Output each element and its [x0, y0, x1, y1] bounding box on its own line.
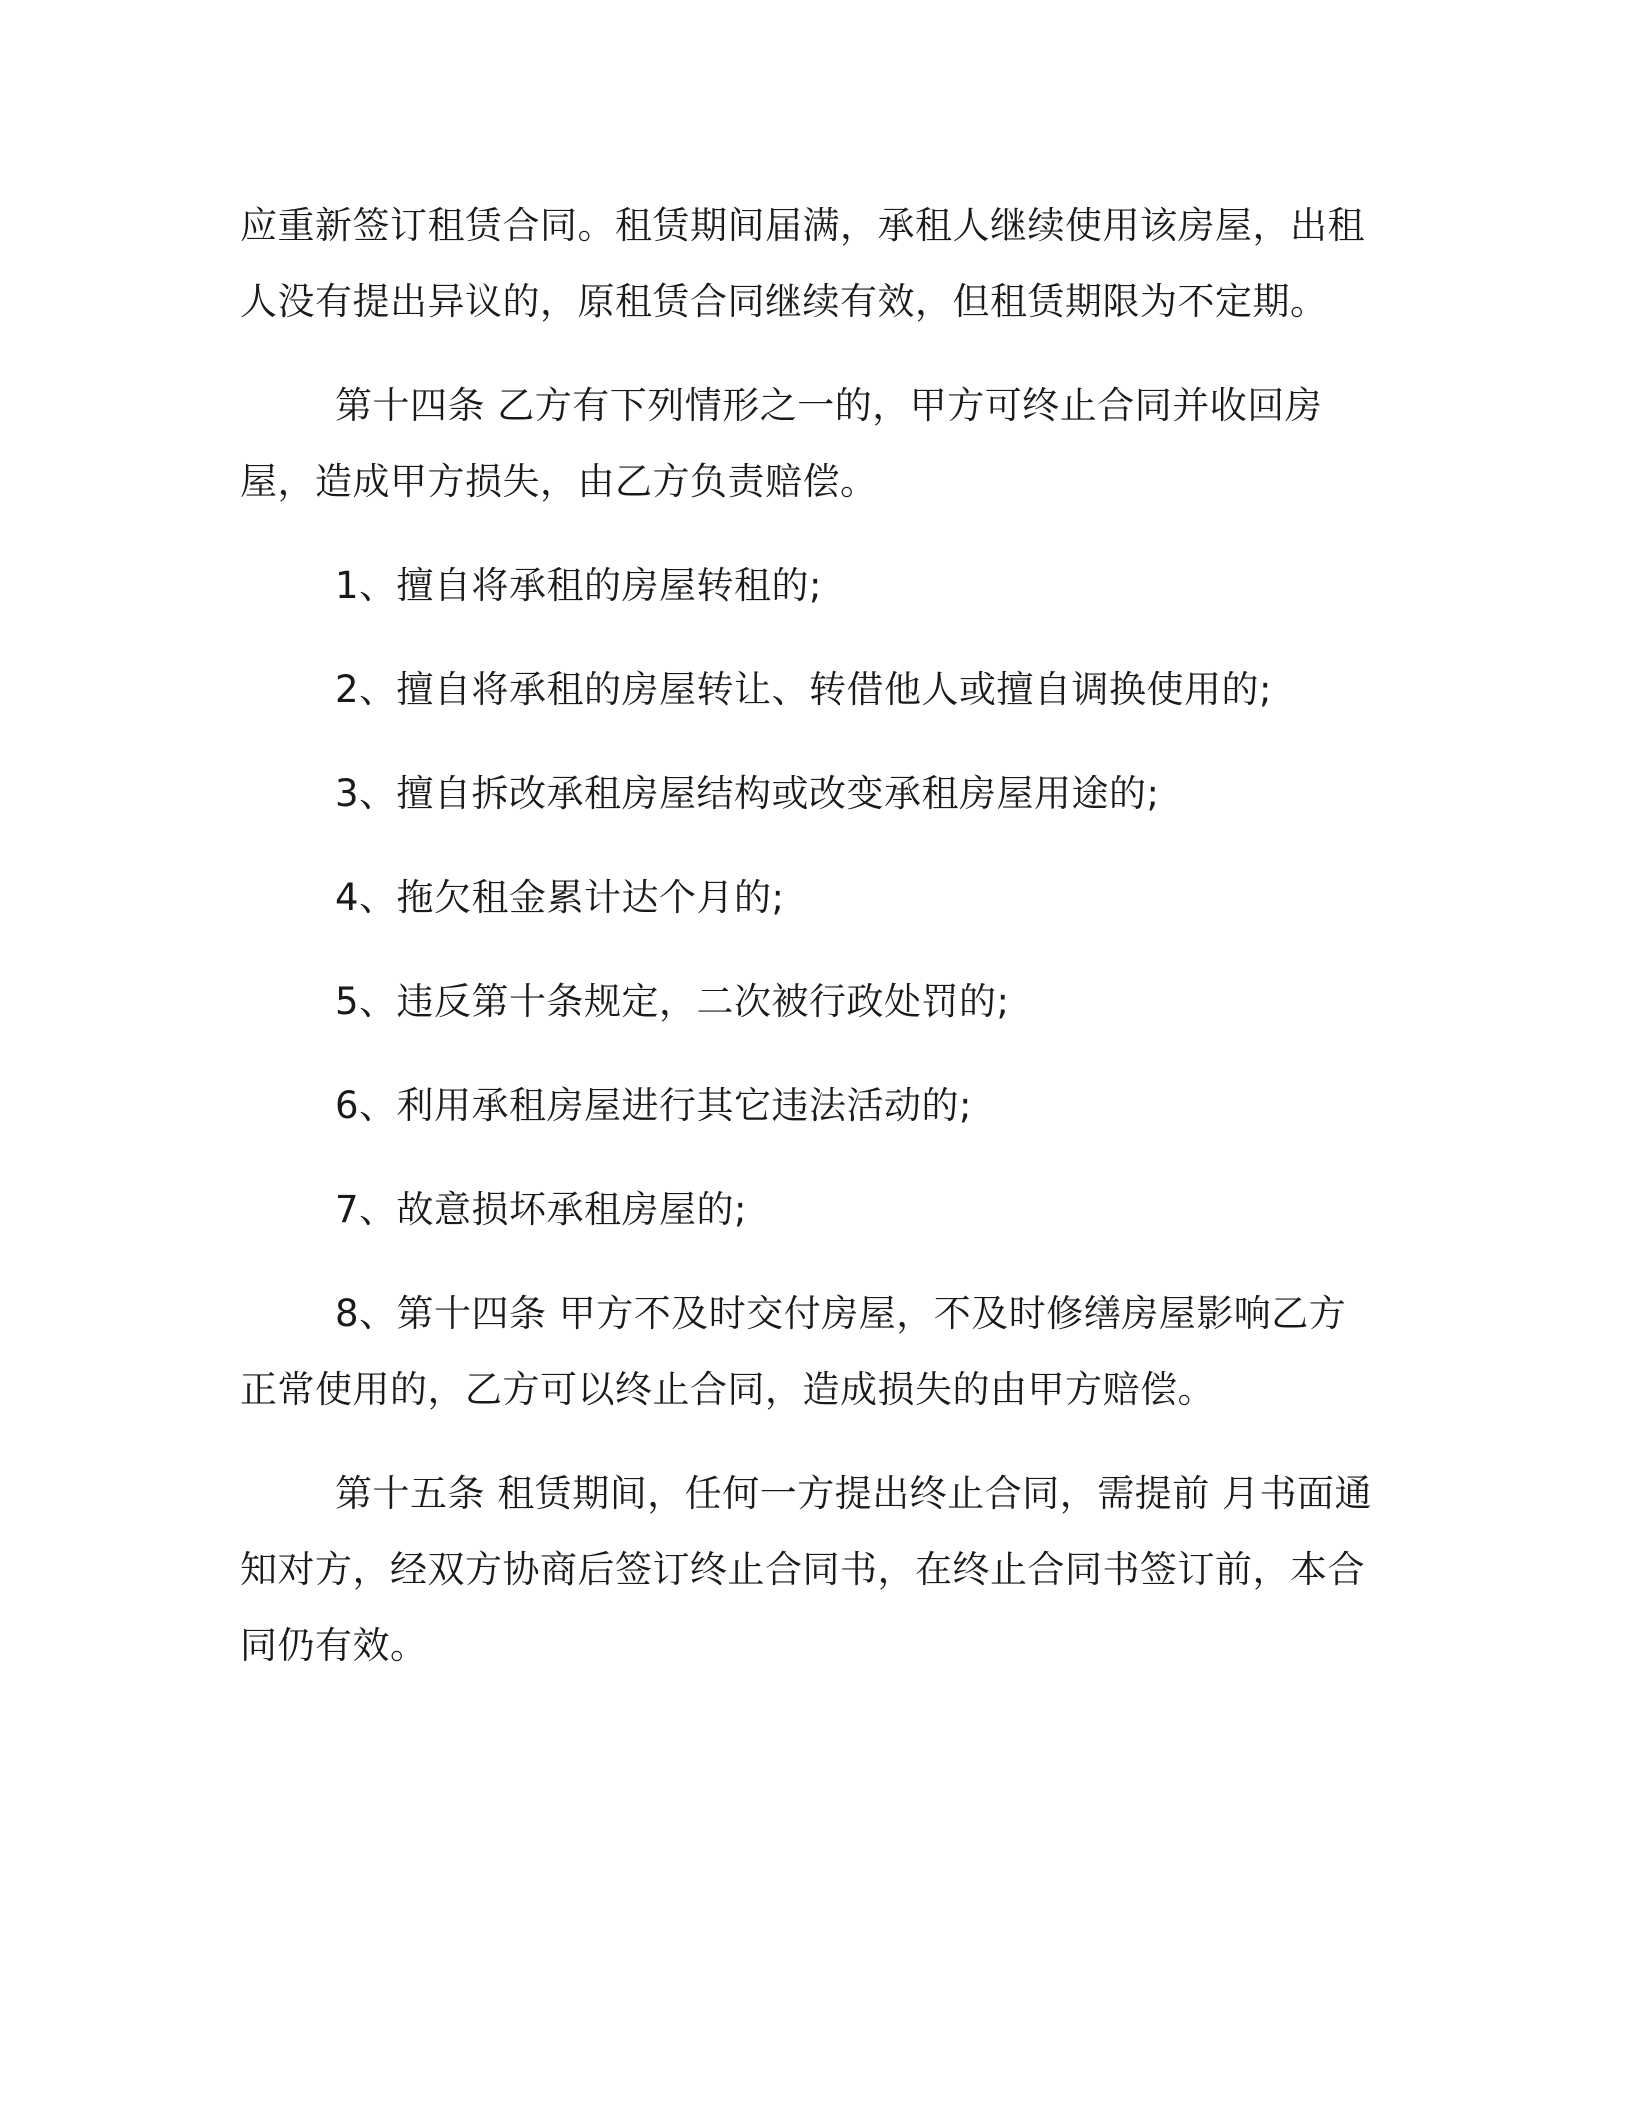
list-item-4: 4、拖欠租金累计达个月的;: [335, 876, 785, 919]
list-item-6: 6、利用承租房屋进行其它违法活动的;: [335, 1084, 973, 1127]
paragraph-gap: [240, 728, 1380, 756]
paragraph-gap: [240, 520, 1380, 548]
paragraph-gap: [240, 1248, 1380, 1276]
list-item-7: 7、故意损坏承租房屋的;: [335, 1188, 748, 1231]
list-item-2: 2、擅自将承租的房屋转让、转借他人或擅自调换使用的;: [335, 668, 1273, 711]
paragraph-gap: [240, 936, 1380, 964]
paragraph-continuation: 应重新签订租赁合同。租赁期间届满，承租人继续使用该房屋，出租人没有提出异议的，原租赁合同继续有效，但租赁期限为不定期。: [240, 204, 1365, 323]
list-item-1: 1、擅自将承租的房屋转租的;: [335, 564, 823, 607]
list-item-3: 3、擅自拆改承租房屋结构或改变承租房屋用途的;: [335, 772, 1160, 815]
paragraph-article-14: 第十四条 乙方有下列情形之一的，甲方可终止合同并收回房屋，造成甲方损失，由乙方负责赔偿。: [240, 384, 1323, 503]
paragraph-gap: [240, 832, 1380, 860]
document-body: [240, 188, 1380, 1684]
paragraph-gap: [240, 340, 1380, 368]
paragraph-article-15: 第十五条 租赁期间，任何一方提出终止合同，需提前 月书面通知对方，经双方协商后签订终止合同书，在终止合同书签订前，本合同仍有效。: [240, 1472, 1373, 1667]
paragraph-gap: [240, 1144, 1380, 1172]
paragraph-gap: [240, 624, 1380, 652]
paragraph-gap: [240, 1040, 1380, 1068]
list-item-5: 5、违反第十条规定，二次被行政处罚的;: [335, 980, 1010, 1023]
list-item-8: 8、第十四条 甲方不及时交付房屋，不及时修缮房屋影响乙方正常使用的，乙方可以终止合同，造成损失的由甲方赔偿。: [240, 1292, 1347, 1411]
paragraph-gap: [240, 1428, 1380, 1456]
